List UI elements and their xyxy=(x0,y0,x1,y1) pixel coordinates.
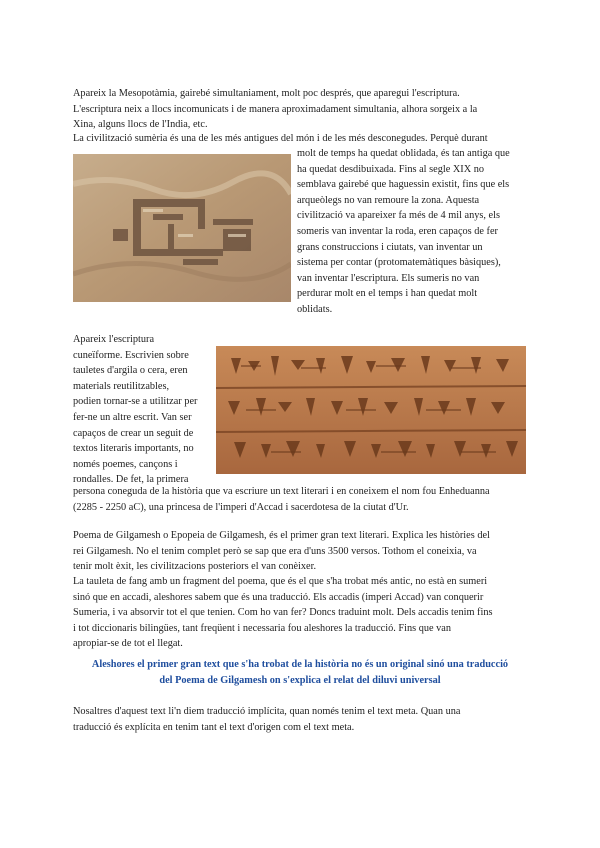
paragraph-intro: Apareix la Mesopotàmia, gairebé simultaniament, molt poc després, que aparegui l'escriptura. L'escriptura neix a llocs incomunicats i de manera aproximadament simultania, alhora sorgeix a la Xina, alguns llocs de l'India, etc. xyxy=(73,88,478,131)
ruins-photo xyxy=(73,154,291,302)
paragraph-cuneiform-rest: persona coneguda de la història que va escriure un text literari i en coneixem el nom fou Enheduanna (2285 - 2250 aC), una princesa de l'imperi d'Accad i sacerdotesa de la ciutat d'Ur. xyxy=(73,486,490,513)
paragraph-sumerian-first-line: La civilització sumèria és una de les més antigues del món i de les més desconegudes. Perquè durant xyxy=(73,133,488,144)
paragraph-tablet: La tauleta de fang amb un fragment del poema, que és el que s'ha trobat més antic, no està en sumeri sinó que en accadi, aleshores sabem que és una traducció. Els accadis (imperi Accad) van conquerir Sumeria, i va absorvir tot el que tenien. Com ho van fer? Doncs traduint molt. Dels accadis tenim fins i tot diccionaris bilingües, tant freqüent i necessaria fou aleshores la traducció. Fins que van apropiar-se de tot el llegat. xyxy=(73,576,493,650)
paragraph-sumerian-wrap: molt de temps ha quedat oblidada, és tan antiga que ha quedat desdibuixada. Fins al segle XIX no semblava gairebé que haguessin existit, fins que els arqueòlegs no van remoure la zona. Aquesta civilització va apareixer fa més de 4 mil anys, els someris van inventar la roda, eren capaços de fer grans construccions i ciutats, van inventar un sistema per contar (protomatemàtiques bàsiques), van inventar l'escriptura. Els sumeris no van perdurar molt en el temps i han quedat molt oblidats. xyxy=(297,148,510,315)
highlight-statement: Aleshores el primer gran text que s'ha trobat de la història no és un original sinó una traducció del Poema de Gilgamesh on s'explica el relat del diluvi universal xyxy=(91,659,509,686)
paragraph-translation: Nosaltres d'aquest text li'n diem traducció implícita, quan només tenim el text meta. Quan una traducció és explícita en tenim tant el text d'origen com el text meta. xyxy=(73,706,461,733)
paragraph-gilgamesh: Poema de Gilgamesh o Epopeia de Gilgamesh, és el primer gran text literari. Explica les històries del rei Gilgamesh. No el tenim complet però se sap que era d'uns 3500 versos. Tothom el coneixia, va tenir molt èxit, les civilitzacions posteriors el van conèixer. xyxy=(73,530,490,573)
paragraph-cuneiform-wrap: Apareix l'escriptura cuneïforme. Escrivien sobre tauletes d'argila o cera, eren materials reutilitzables, podien tornar-se a utilitzar per fer-ne un altre escrit. Van ser capaços de crear un seguit de textos literaris importants, no només poemes, cançons i rondalles. De fet, la primera xyxy=(73,334,198,486)
cuneiform-tablet xyxy=(216,346,526,474)
